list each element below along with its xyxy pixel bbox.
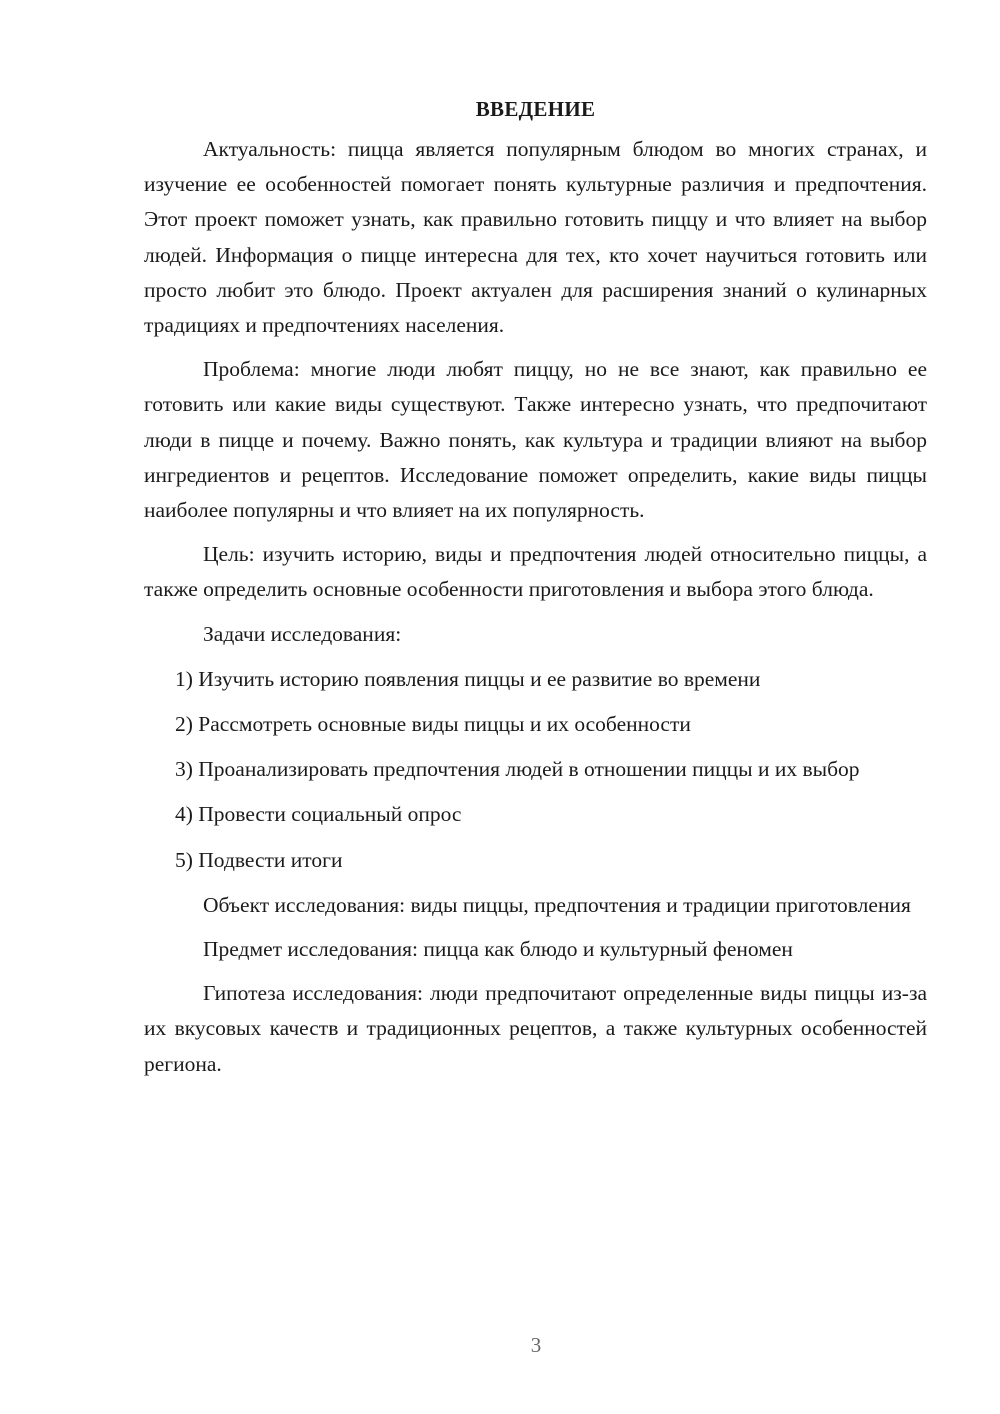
page-title: ВВЕДЕНИЕ — [475, 97, 596, 121]
task-item-4: 4) Провести социальный опрос — [175, 802, 462, 827]
object-paragraph: Объект исследования: виды пиццы, предпочтения и традиции приготовления — [203, 892, 911, 917]
page-number: 3 — [530, 1333, 542, 1357]
task-item-1: 1) Изучить историю появления пиццы и ее развитие во времени — [175, 666, 761, 691]
hypothesis-paragraph: Гипотеза исследования: люди предпочитают определенные виды пиццы из-за их вкусовых качеств и традиционных рецептов, а также культурных особенностей региона. — [144, 981, 927, 1076]
task-item-2: 2) Рассмотреть основные виды пиццы и их особенности — [175, 712, 691, 737]
tasks-heading: Задачи исследования: — [203, 621, 402, 646]
task-item-5: 5) Подвести итоги — [175, 847, 343, 872]
subject-paragraph: Предмет исследования: пицца как блюдо и культурный феномен — [203, 937, 793, 962]
task-item-3: 3) Проанализировать предпочтения людей в отношении пиццы и их выбор — [175, 757, 860, 782]
relevance-paragraph: Актуальность: пицца является популярным блюдом во многих странах, и изучение ее особенностей помогает понять культурные различия и предпочтения. Этот проект поможет узнать, как правильно готовить пиццу и что влияет на выбор людей. Информация о пицце интересна для тех, кто хочет научиться готовить или просто любит это блюдо. Проект актуален для расширения знаний о кулинарных традициях и предпочтениях населения. — [144, 137, 927, 338]
problem-paragraph: Проблема: многие люди любят пиццу, но не все знают, как правильно ее готовить или какие виды существуют. Также интересно узнать, что предпочитают люди в пицце и почему. Важно понять, как культура и традиции влияют на выбор ингредиентов и рецептов. Исследование поможет определить, какие виды пиццы наиболее популярны и что влияет на их популярность. — [144, 357, 927, 523]
document-body — [144, 94, 927, 1091]
goal-paragraph: Цель: изучить историю, виды и предпочтения людей относительно пиццы, а также определить основные особенности приготовления и выбора этого блюда. — [144, 542, 927, 602]
